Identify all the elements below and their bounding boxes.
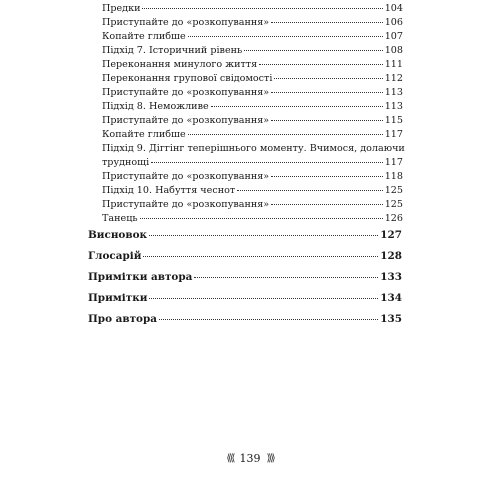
toc-entry-page: 117 [384,129,403,140]
toc-entry-page: 115 [384,115,403,126]
toc-entry-title: Предки [102,3,141,14]
dot-leader [237,190,383,191]
toc-entry-title: труднощі [102,157,150,168]
toc-entry[interactable] [102,185,403,197]
toc-entry-title: Копайте глибше [102,31,186,42]
dot-leader [149,235,378,236]
left-ornament-icon: ⟪⟪ [226,453,234,464]
toc-entry-page: 107 [384,31,403,42]
toc-entry[interactable] [102,143,403,155]
toc-entry[interactable] [102,31,403,43]
toc-entry-page: 125 [384,199,403,210]
dot-leader [143,256,378,257]
toc-entry-title: Переконання групової свідомості [102,73,273,84]
toc-entry-title: Про автора [88,313,157,325]
toc-entry-page: 133 [380,271,402,283]
toc-entry[interactable] [102,73,403,85]
toc-entry-title: Підхід 8. Неможливе [102,101,209,112]
toc-entry-page: 118 [384,171,403,182]
dot-leader [271,120,383,121]
toc-entry-page: 117 [384,157,403,168]
toc-entry-page: 134 [380,292,402,304]
toc-entry[interactable] [102,129,403,141]
dot-leader [271,92,383,93]
toc-entry-title: Танець [102,213,138,224]
toc-entry-title: Підхід 7. Історичний рівень [102,45,243,56]
dot-leader [244,50,382,51]
toc-entry-main[interactable] [88,250,402,262]
toc-entry-page: 126 [384,213,403,224]
dot-leader [159,319,378,320]
toc-entry-page: 135 [380,313,402,325]
toc-entry[interactable] [102,171,403,183]
toc-entry-title: Приступайте до «розкопування» [102,17,270,28]
dot-leader [211,106,383,107]
toc-entry-title: Приступайте до «розкопування» [102,199,270,210]
toc-entry[interactable] [102,199,403,211]
toc-entry-main[interactable] [88,292,402,304]
dot-leader [188,36,383,37]
dot-leader [271,22,383,23]
toc-entry-title: Приступайте до «розкопування» [102,171,270,182]
dot-leader [274,78,382,79]
dot-leader [149,298,378,299]
toc-entry[interactable] [102,101,403,113]
toc-entry[interactable] [102,115,403,127]
dot-leader [140,218,383,219]
toc-entry-page: 113 [384,87,403,98]
toc-entry[interactable] [102,17,403,29]
toc-entry-title: Підхід 10. Набуття чеснот [102,185,236,196]
toc-entry-title: Глосарій [88,250,142,262]
page-footer [0,452,500,465]
toc-entry-title: Копайте глибше [102,129,186,140]
page-number: 139 [239,452,261,465]
toc-entry-title: Примітки [88,292,148,304]
toc-entry[interactable] [102,87,403,99]
toc-entry-title: Підхід 9. Діггінг теперішнього моменту. Вчимося, долаючи [102,143,405,154]
toc-entry-title: Переконання минулого життя [102,59,258,70]
toc-entry-main[interactable] [88,313,402,325]
toc-entry-main[interactable] [88,271,402,283]
right-ornament-icon: ⟫⟫ [266,453,274,464]
toc-entry-page: 111 [384,59,403,70]
toc-entry-title: Висновок [88,229,148,241]
dot-leader [271,176,383,177]
toc-entry[interactable] [102,157,403,169]
toc-entry[interactable] [102,3,403,15]
toc-entry[interactable] [102,45,403,57]
toc-entry-page: 108 [384,45,403,56]
toc-entry-page: 125 [384,185,403,196]
toc-entry-page: 106 [384,17,403,28]
toc-entry-title: Приступайте до «розкопування» [102,87,270,98]
toc-entry[interactable] [102,213,403,225]
dot-leader [188,134,383,135]
dot-leader [271,204,383,205]
toc-entry-page: 112 [384,73,403,84]
toc-entry-title: Примітки автора [88,271,193,283]
toc-entry-page: 104 [384,3,403,14]
dot-leader [142,8,382,9]
toc-entry-page: 127 [380,229,402,241]
dot-leader [151,162,383,163]
dot-leader [194,277,378,278]
toc-entry-page: 128 [380,250,402,262]
toc-entry[interactable] [102,59,403,71]
toc-entry-main[interactable] [88,229,402,241]
toc-entry-page: 113 [384,101,403,112]
dot-leader [259,64,383,65]
toc-entry-title: Приступайте до «розкопування» [102,115,270,126]
